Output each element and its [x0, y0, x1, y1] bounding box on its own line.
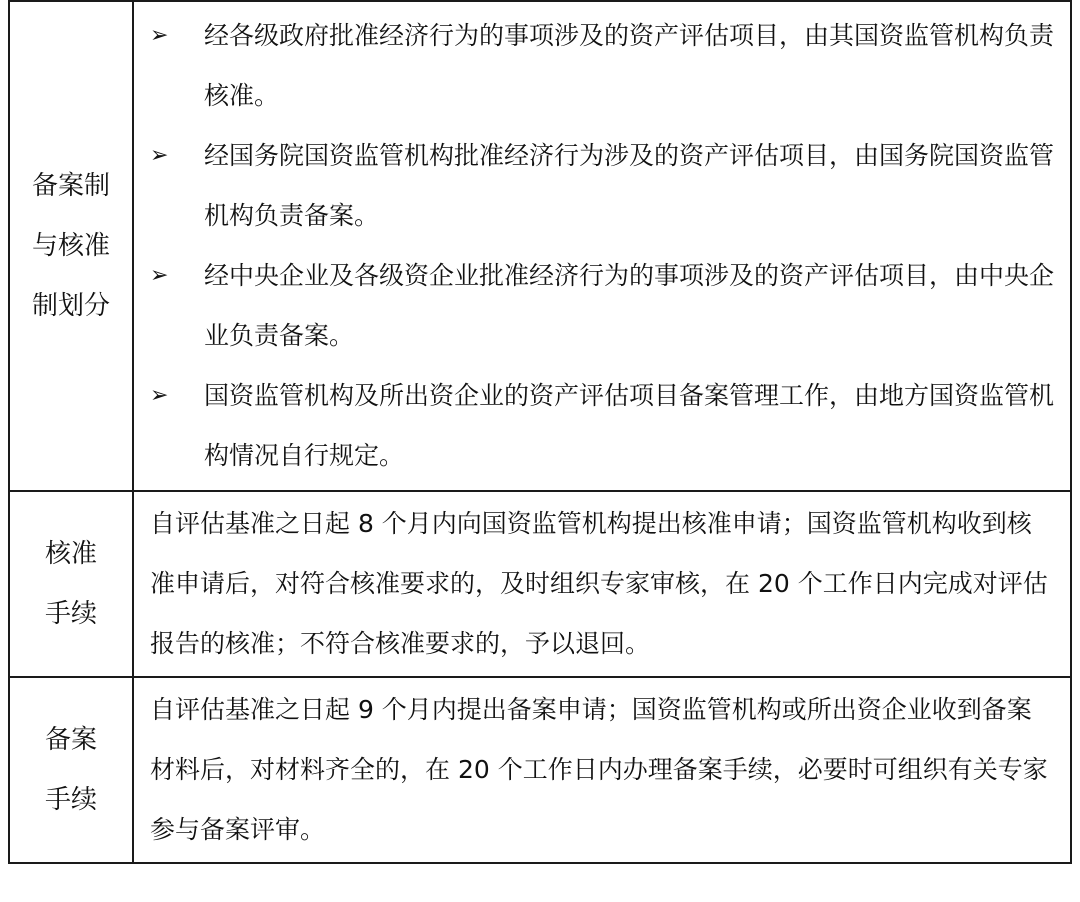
row-label-line: 备案 [44, 725, 97, 755]
bullet-text: 国资监管机构及所出资企业的资产评估项目备案管理工作，由地方国资监管机构情况自行规定。 [204, 381, 1055, 470]
row-label-line: 手续 [44, 785, 97, 815]
bullet-text: 经国务院国资监管机构批准经济行为涉及的资产评估项目，由国务院国资监管机构负责备案。 [204, 141, 1055, 230]
bullet-text: 经各级政府批准经济行为的事项涉及的资产评估项目，由其国资监管机构负责核准。 [204, 21, 1055, 110]
list-item [150, 126, 1058, 246]
row-content-filing [133, 677, 1071, 863]
arrow-bullet-icon: ➢ [150, 263, 169, 288]
row-label-line: 制划分 [31, 291, 110, 321]
paragraph-text: 自评估基准之日起 8 个月内向国资监管机构提出核准申请；国资监管机构收到核准申请后，对符合核准要求的，及时组织专家审核，在 20 个工作日内完成对评估报告的核准；不符合核准要求的，予以退回。 [150, 509, 1048, 658]
table-row-division [9, 1, 1071, 491]
row-label-line: 与核准 [31, 231, 110, 261]
paragraph-text: 自评估基准之日起 9 个月内提出备案申请；国资监管机构或所出资企业收到备案材料后，对材料齐全的，在 20 个工作日内办理备案手续，必要时可组织有关专家参与备案评审。 [150, 695, 1048, 844]
row-label-line: 备案制 [31, 171, 110, 201]
row-label-line: 核准 [44, 539, 97, 569]
list-item [150, 6, 1058, 126]
arrow-bullet-icon: ➢ [150, 143, 169, 168]
row-content-approval [133, 491, 1071, 677]
row-label-line: 手续 [44, 599, 97, 629]
row-label-approval [9, 491, 133, 677]
table-row-approval [9, 491, 1071, 677]
list-item [150, 246, 1058, 366]
row-label-division [9, 1, 133, 491]
table-row-filing [9, 677, 1071, 863]
row-content-division [133, 1, 1071, 491]
row-label-filing [9, 677, 133, 863]
bullet-text: 经中央企业及各级资企业批准经济行为的事项涉及的资产评估项目，由中央企业负责备案。 [204, 261, 1055, 350]
arrow-bullet-icon: ➢ [150, 23, 169, 48]
arrow-bullet-icon: ➢ [150, 383, 169, 408]
regulation-table [8, 0, 1072, 864]
list-item [150, 366, 1058, 486]
